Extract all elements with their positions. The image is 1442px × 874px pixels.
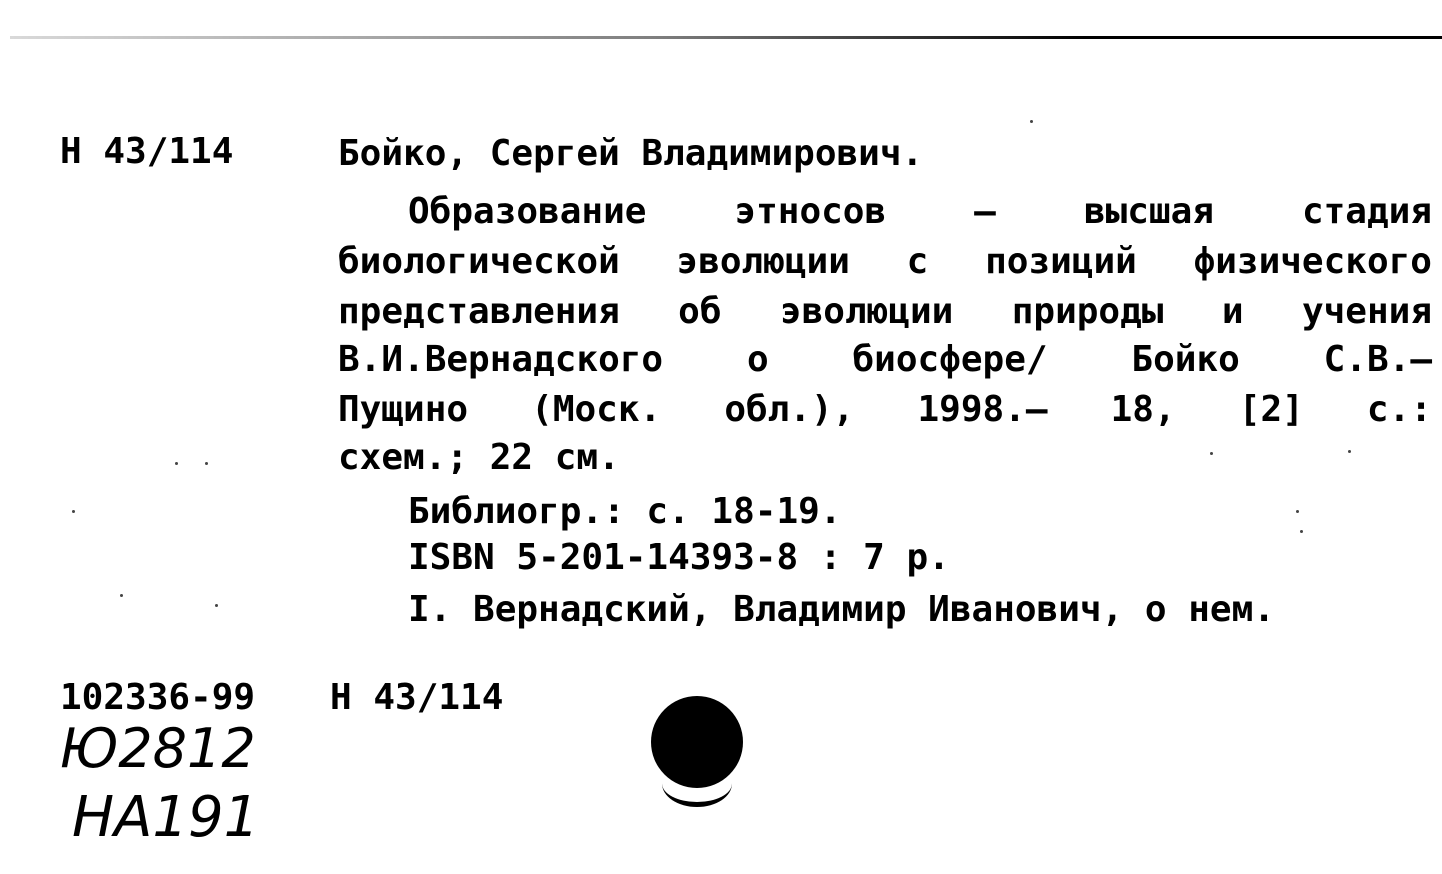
title-word: позиций: [985, 241, 1137, 282]
call-number-top: Н 43/114: [60, 131, 234, 172]
bibliography-note: Библиогр.: с. 18-19.: [408, 491, 842, 532]
title-word: Образование: [408, 191, 647, 232]
subject-entry: I. Вернадский, Владимир Иванович, о нем.: [408, 589, 1275, 630]
title-word: Пущино: [338, 389, 469, 430]
title-word: о: [746, 339, 769, 380]
isbn-line: ISBN 5-201-14393-8 : 7 р.: [408, 537, 950, 578]
title-word: об: [678, 291, 722, 332]
title-word: 18,: [1110, 389, 1176, 430]
title-line-1: [408, 191, 1432, 232]
title-word: 1998.–: [917, 389, 1048, 430]
title-word: биологической: [338, 241, 620, 282]
title-word: с.:: [1366, 389, 1432, 430]
handwritten-number-1: Ю2812: [60, 717, 256, 780]
title-word: обл.),: [724, 389, 855, 430]
title-word: [2]: [1238, 389, 1304, 430]
scan-speck: [72, 510, 75, 513]
title-word: и: [1221, 291, 1244, 332]
scan-speck: [1296, 510, 1299, 513]
title-word: с: [906, 241, 929, 282]
title-last-line: схем.; 22 см.: [338, 437, 620, 478]
scan-speck: [175, 462, 178, 465]
title-word: С.В.–: [1323, 339, 1432, 380]
title-line-5: [338, 389, 1432, 430]
title-word: этносов: [734, 191, 887, 232]
title-line-2: [338, 241, 1432, 282]
title-word: физического: [1193, 241, 1432, 282]
scan-speck: [205, 462, 208, 465]
title-word: (Моск.: [531, 389, 662, 430]
top-rule: [10, 36, 1442, 39]
title-word: В.И.Вернадского: [338, 339, 664, 380]
scan-speck: [215, 604, 218, 607]
title-line-3: [338, 291, 1432, 332]
scan-speck: [1300, 530, 1303, 533]
author-heading: Бойко, Сергей Владимирович.: [338, 133, 924, 174]
scan-speck: [1210, 452, 1213, 455]
scan-speck: [120, 594, 123, 597]
title-word: биосфере/: [852, 339, 1048, 380]
title-word: природы: [1011, 291, 1164, 332]
title-word: –: [974, 191, 996, 232]
title-word: стадия: [1301, 191, 1432, 232]
handwritten-number-2: НА191: [72, 785, 260, 850]
title-word: Бойко: [1131, 339, 1240, 380]
accession-number: 102336-99: [60, 677, 256, 718]
punch-dot-underline: [662, 760, 732, 807]
call-number-bottom: Н 43/114: [330, 677, 504, 718]
title-word: высшая: [1083, 191, 1214, 232]
scan-speck: [1348, 450, 1351, 453]
title-line-4: [338, 339, 1432, 380]
title-word: эволюции: [779, 291, 954, 332]
title-word: учения: [1301, 291, 1432, 332]
title-word: эволюции: [676, 241, 850, 282]
title-word: представления: [338, 291, 620, 332]
scan-speck: [1030, 120, 1033, 123]
